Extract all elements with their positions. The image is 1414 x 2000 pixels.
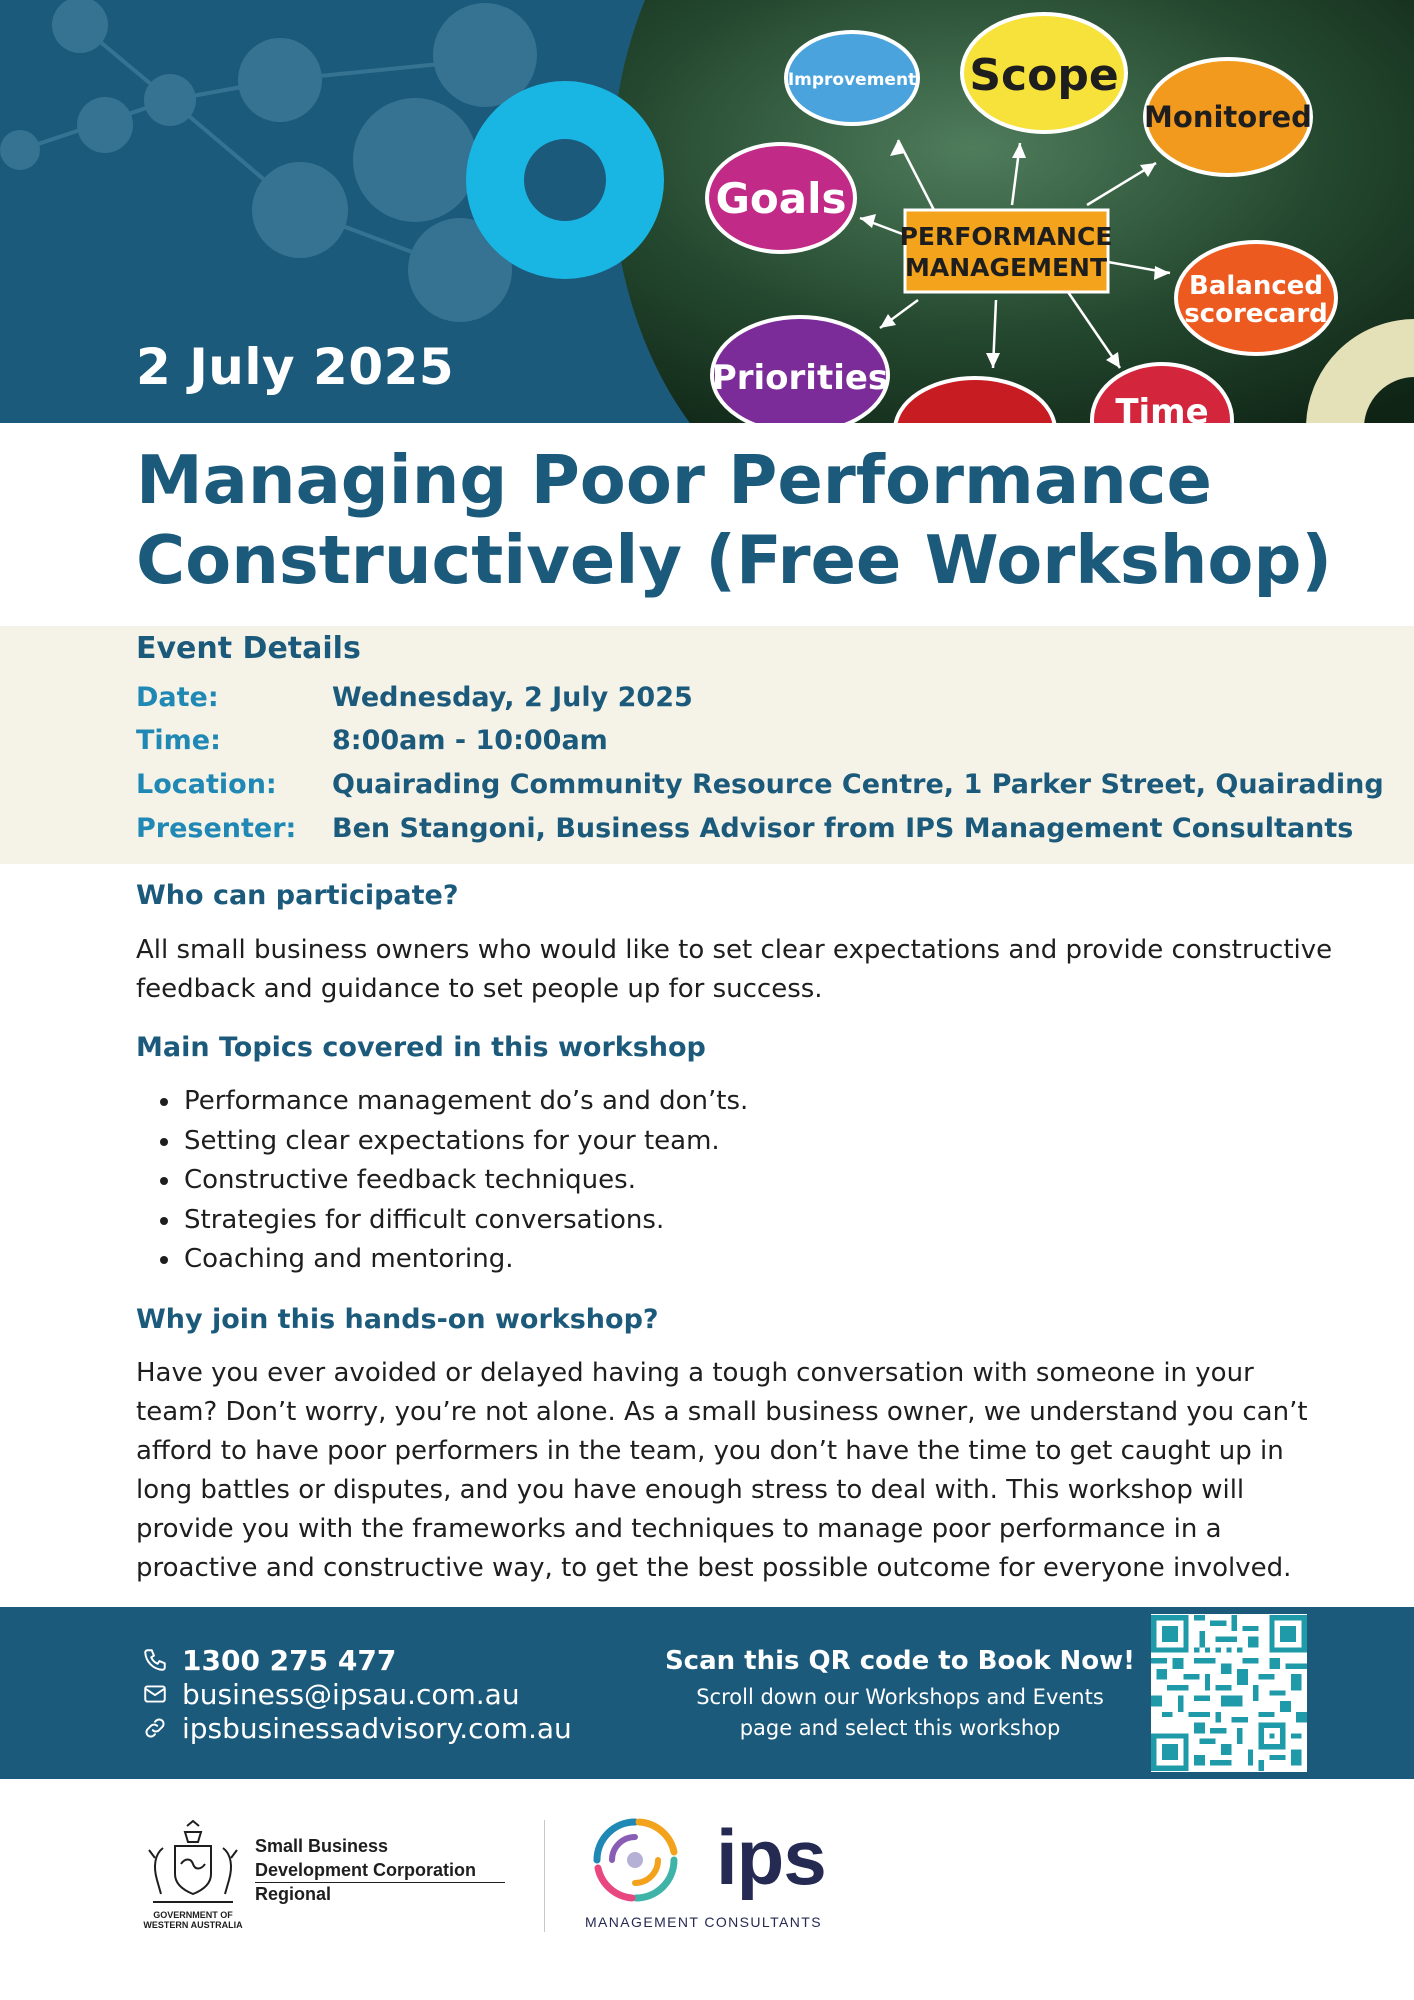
detail-label: Time: — [136, 725, 221, 756]
ips-ring-icon — [582, 1815, 692, 1905]
molecule-pattern — [0, 0, 537, 322]
title-line-1: Managing Poor Performance — [136, 441, 1212, 519]
page-title — [136, 440, 1336, 600]
wa-coat-of-arms-icon — [133, 1818, 253, 1908]
qr-instructions-line1: Scroll down our Workshops and Events — [696, 1685, 1104, 1709]
title-line-2: Constructively (Free Workshop) — [136, 521, 1333, 599]
contact-website[interactable] — [140, 1711, 572, 1745]
detail-value: Wednesday, 2 July 2025 — [332, 682, 693, 713]
sbdc-rule — [255, 1882, 505, 1883]
contact-phone[interactable] — [140, 1643, 396, 1677]
center-label-line1: PERFORMANCE — [899, 222, 1113, 251]
participate-heading: Who can participate? — [136, 880, 459, 911]
ips-logo-mark — [582, 1815, 692, 1909]
qr-instructions-line2: page and select this workshop — [739, 1716, 1061, 1740]
logo-divider — [544, 1820, 545, 1932]
hero-banner — [0, 0, 1414, 423]
phone-number: 1300 275 477 — [182, 1643, 397, 1677]
hero-date: 2 July 2025 — [136, 338, 455, 396]
contact-email[interactable] — [140, 1677, 520, 1711]
list-item: Performance management do’s and don’ts. — [160, 1082, 748, 1122]
envelope-icon — [140, 1679, 170, 1709]
website-url: ipsbusinessadvisory.com.au — [182, 1711, 572, 1745]
qr-instructions — [640, 1682, 1160, 1744]
participate-text: All small business owners who would like to set clear expectations and provide constructive feedback and guidance to set people up for success. — [136, 935, 1333, 1004]
phone-icon — [140, 1645, 170, 1675]
sbdc-line-3: Regional — [255, 1884, 332, 1904]
center-label-line2: MANAGEMENT — [904, 253, 1108, 282]
bubble-goals: Goals — [715, 174, 847, 223]
detail-label: Date: — [136, 682, 219, 713]
sbdc-line-2: Development Corporation — [255, 1860, 477, 1880]
bubble-monitored: Monitored — [1144, 100, 1312, 134]
list-item: Constructive feedback techniques. — [160, 1161, 748, 1201]
detail-value: 8:00am - 10:00am — [332, 725, 608, 756]
list-item: Coaching and mentoring. — [160, 1240, 748, 1280]
why-text: Have you ever avoided or delayed having a tough conversation with someone in your team? Don’t worry, you’re not alone. As a small business owner, we understand you can’t afford to have poor performers in the team, you don’t have the time to get caught up in long battles or disputes, and you have enough stress to deal with. This workshop will provide you with the frameworks and techniques to manage poor performance in a proactive and constructive way, to get the best possible outcome for everyone involved. — [136, 1358, 1308, 1583]
list-item: Strategies for difficult conversations. — [160, 1201, 748, 1241]
ips-wordmark: ips — [716, 1813, 826, 1901]
gov-line-1: GOVERNMENT OF — [153, 1910, 233, 1920]
bubble-scorecard: scorecard — [1184, 299, 1328, 329]
topics-list — [160, 1082, 748, 1280]
detail-value: Quairading Community Resource Centre, 1 Parker Street, Quairading — [332, 769, 1384, 800]
bubble-time: Time — [1115, 392, 1209, 423]
cyan-ring-decoration — [495, 110, 635, 250]
bubble-balanced: Balanced — [1189, 271, 1323, 301]
sbdc-line-1: Small Business — [255, 1836, 389, 1856]
qr-code-icon — [1151, 1614, 1307, 1772]
bubble-priorities: Priorities — [711, 358, 889, 398]
government-label — [133, 1910, 253, 1930]
detail-label: Location: — [136, 769, 277, 800]
link-icon — [140, 1713, 170, 1743]
sbdc-name — [255, 1834, 476, 1906]
qr-code[interactable] — [1151, 1614, 1307, 1772]
why-heading: Why join this hands-on workshop? — [136, 1304, 659, 1335]
detail-value: Ben Stangoni, Business Advisor from IPS Management Consultants — [332, 813, 1354, 844]
event-details-heading: Event Details — [136, 631, 361, 666]
bubble-scope: Scope — [969, 50, 1119, 101]
qr-heading: Scan this QR code to Book Now! — [664, 1646, 1136, 1676]
topics-heading: Main Topics covered in this workshop — [136, 1032, 706, 1063]
bubble-improvement: Improvement — [787, 70, 917, 90]
list-item: Setting clear expectations for your team. — [160, 1122, 748, 1162]
ips-tagline: MANAGEMENT CONSULTANTS — [585, 1914, 822, 1930]
detail-label: Presenter: — [136, 813, 297, 844]
gov-line-2: WESTERN AUSTRALIA — [143, 1920, 243, 1930]
email-address: business@ipsau.com.au — [182, 1677, 520, 1711]
